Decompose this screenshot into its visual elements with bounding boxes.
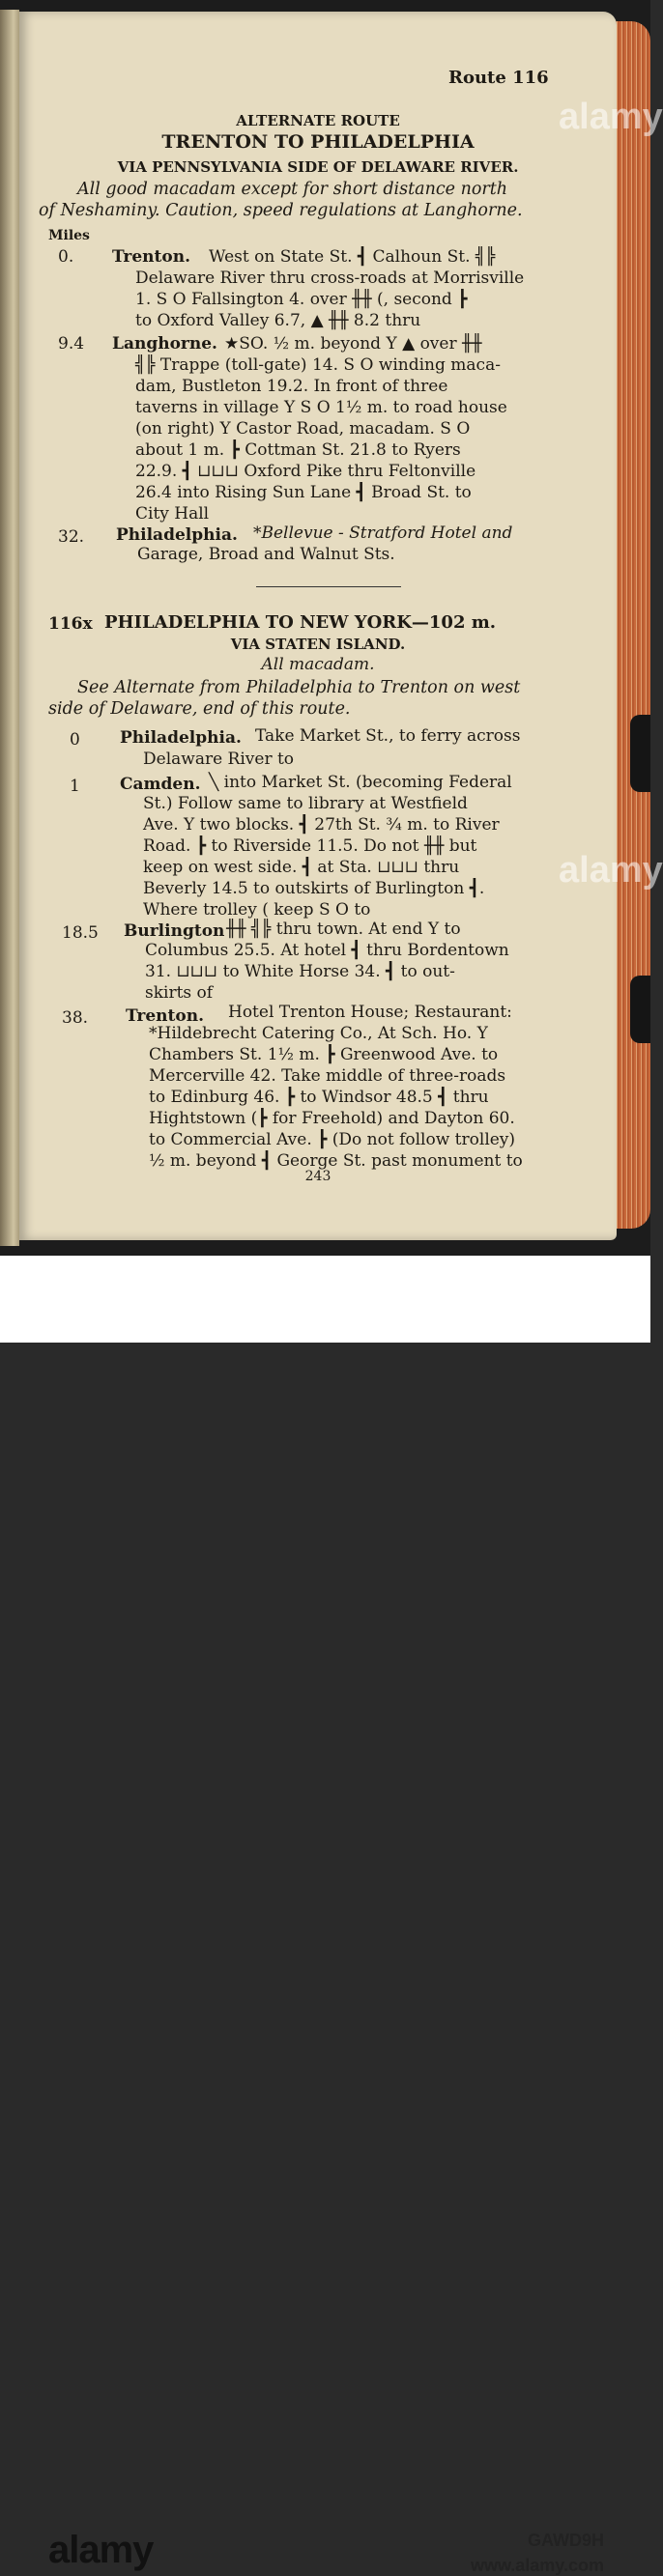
route-direction-line: Take Market St., to ferry across [255,726,521,746]
book-photo [0,0,663,1256]
route-direction-line: ╲ into Market St. (becoming Federal [209,773,512,792]
watermark-text: alamy [559,850,663,891]
image-id: GAWD9H [527,2531,604,2550]
route-direction-line: Delaware River to [143,750,295,769]
mileage: 0. [58,247,74,267]
route-direction-line: about 1 m. ┣ Cottman St. 21.8 to Ryers [135,440,461,460]
road-note: All good macadam except for short distance north [77,180,508,199]
route-direction-line: 22.9. ┫ ⊔⊔⊔ Oxford Pike thru Feltonville [135,462,476,481]
place-name: Burlington [124,921,225,941]
route-direction-line: City Hall [135,504,210,524]
route-direction-line: Hightstown (┣ for Freehold) and Dayton 60. [149,1109,515,1128]
surface-note: All macadam. [261,655,375,674]
section-kicker: ALTERNATE ROUTE [236,112,400,129]
alamy-logo: alamy [48,2529,154,2571]
mileage: 38. [62,1008,89,1028]
route-direction-line: taverns in village Y S O 1½ m. to road house [135,398,507,417]
route-number: 116x [48,614,93,634]
place-name: Trenton. [112,247,191,267]
mileage: 18.5 [62,923,99,943]
route-direction-line: Chambers St. 1½ m. ┣ Greenwood Ave. to [149,1045,499,1064]
thumb-index-tab [630,976,650,1043]
route-direction-line: 26.4 into Rising Sun Lane ┫ Broad St. to [135,483,472,502]
route-direction-line: Ave. Y two blocks. ┫ 27th St. ¾ m. to River [143,815,500,835]
route-direction-line: to Commercial Ave. ┣ (Do not follow trolley) [149,1130,516,1149]
route-direction-line: (on right) Y Castor Road, macadam. S O [135,419,471,439]
place-name: Philadelphia. [120,728,242,748]
section-via: VIA PENNSYLVANIA SIDE OF DELAWARE RIVER. [117,158,519,176]
page-number: 243 [304,1169,332,1184]
image-url: www.alamy.com [470,2556,604,2575]
route-number-header: Route 116 [448,68,549,88]
section-title: TRENTON TO PHILADELPHIA [161,131,475,153]
route-direction-line: ½ m. beyond ┫ George St. past monument to [149,1151,523,1171]
route-direction-line: *Hildebrecht Catering Co., At Sch. Ho. Y [149,1024,488,1043]
route-direction-line: St.) Follow same to library at Westfield [143,794,468,813]
stock-footer [0,1256,650,2575]
route-direction-line: 31. ⊔⊔⊔ to White Horse 34. ┫ to out- [145,962,455,981]
place-name: Trenton. [126,1006,205,1026]
mileage: 9.4 [58,334,85,354]
route-direction-line: skirts of [145,983,214,1003]
book-page [19,12,617,1240]
section-title: PHILADELPHIA TO NEW YORK—102 m. [104,612,497,633]
route-direction-line: to Oxford Valley 6.7, ▲ ╫╫ 8.2 thru [135,311,421,330]
section-divider [256,586,401,587]
route-direction-line: dam, Bustleton 19.2. In front of three [135,377,448,396]
route-direction-line: *Bellevue - Stratford Hotel and [253,524,513,543]
route-direction-line: Columbus 25.5. At hotel ┫ thru Bordentown [145,941,509,960]
watermark-text: alamy [559,97,663,137]
page-gutter [0,10,19,1246]
section-via: VIA STATEN ISLAND. [230,636,406,653]
route-direction-line: Mercerville 42. Take middle of three-roads [149,1066,506,1086]
page-edges [615,21,650,1229]
road-note: of Neshaminy. Caution, speed regulations at Langhorne. [39,201,523,220]
route-direction-line: Delaware River thru cross-roads at Morrisville [135,269,525,288]
route-direction-line: Where trolley ( keep S O to [143,900,371,920]
place-name: Philadelphia. [116,525,238,545]
route-direction-line: Beverly 14.5 to outskirts of Burlington ┫. [143,879,485,898]
route-direction-line: to Edinburg 46. ┣ to Windsor 48.5 ┫ thru [149,1088,489,1107]
route-direction-line: ╣╠ Trappe (toll-gate) 14. S O winding maca- [135,355,501,375]
place-name: Langhorne. [112,334,217,354]
mileage: 1 [70,777,80,796]
miles-label: Miles [48,228,90,243]
route-direction-line: keep on west side. ┫ at Sta. ⊔⊔⊔ thru [143,858,460,877]
route-direction-line: 1. S O Fallsington 4. over ╫╫ (, second ┣ [135,290,468,309]
mileage: 32. [58,527,85,547]
route-direction-line: ╫╫ ╣╠ thru town. At end Y to [226,920,461,939]
road-note: side of Delaware, end of this route. [48,699,351,719]
mileage: 0 [70,730,80,750]
route-direction-line: ★SO. ½ m. beyond Y ▲ over ╫╫ [224,334,482,354]
route-direction-line: Hotel Trenton House; Restaurant: [228,1003,512,1022]
route-direction-line: West on State St. ┫ Calhoun St. ╣╠ [209,247,496,267]
road-note: See Alternate from Philadelphia to Trenton on west [77,678,521,697]
place-name: Camden. [120,775,201,794]
thumb-index-tab [630,715,650,792]
route-direction-line: Garage, Broad and Walnut Sts. [137,545,395,564]
route-direction-line: Road. ┣ to Riverside 11.5. Do not ╫╫ but [143,836,477,856]
